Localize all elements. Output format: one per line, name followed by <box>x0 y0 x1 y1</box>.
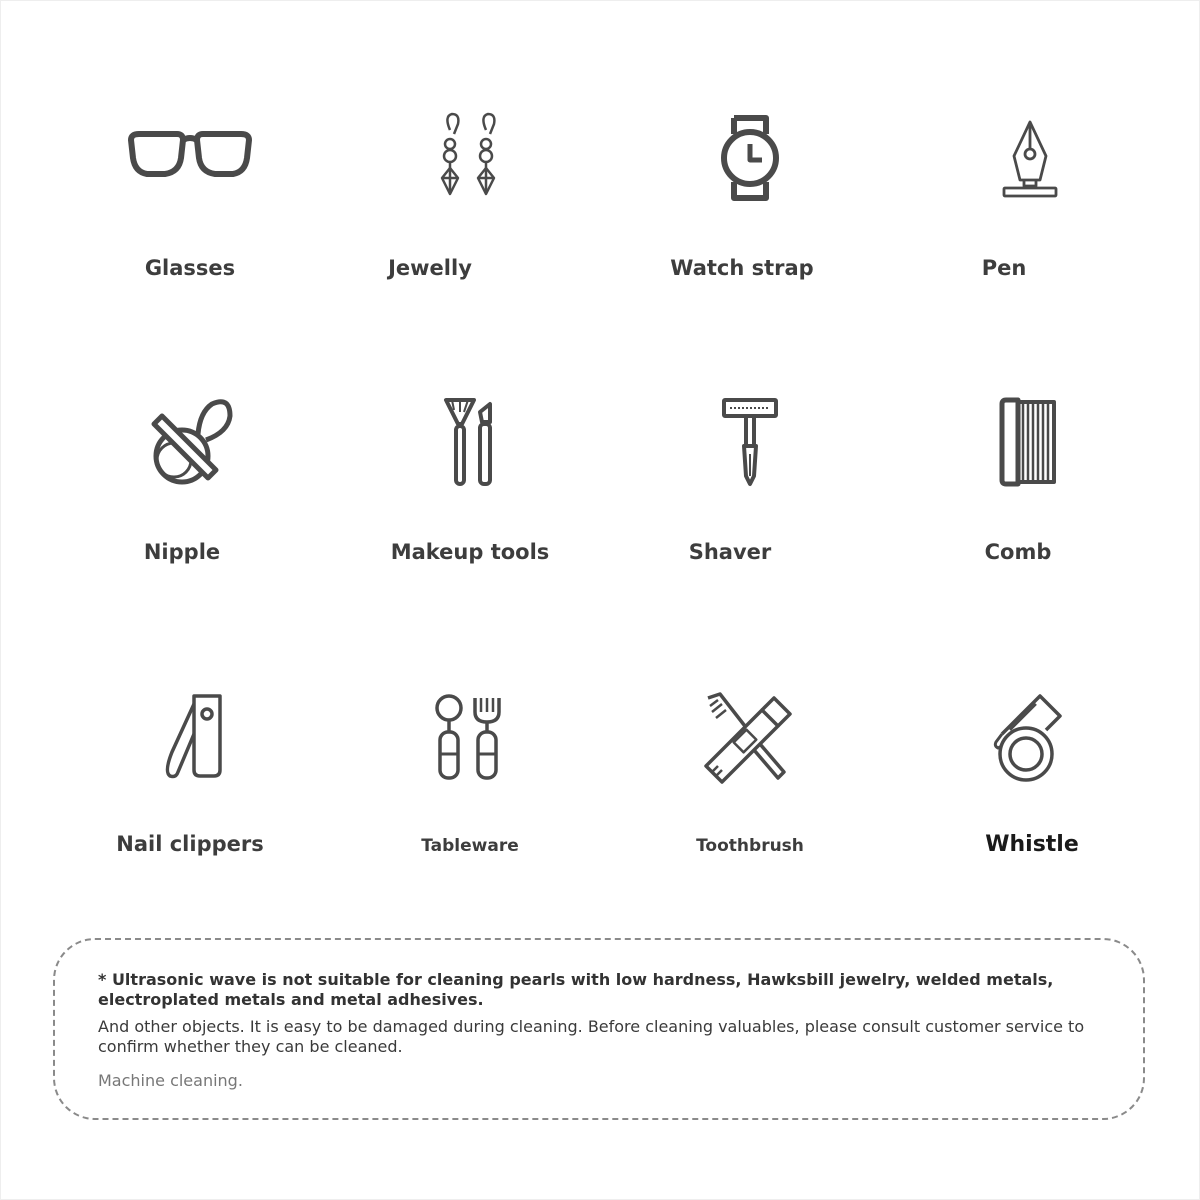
razor-icon <box>710 394 790 490</box>
whistle-icon <box>990 690 1070 786</box>
item-watch-strap <box>610 110 890 300</box>
item-jewelly <box>330 110 610 300</box>
item-label: Watch strap <box>670 256 814 280</box>
notice-footer-text: Machine cleaning. <box>98 1071 243 1090</box>
item-label: Comb <box>984 540 1052 564</box>
notice-detail-text: And other objects. It is easy to be damaged during cleaning. Before cleaning valuables, please consult customer service to confirm whether they can be cleaned. <box>98 1017 1085 1056</box>
item-tableware <box>330 690 610 880</box>
watch-icon <box>710 110 790 206</box>
makeup-brushes-icon <box>430 394 510 490</box>
item-label: Pen <box>981 256 1027 280</box>
item-label: Makeup tools <box>390 540 550 564</box>
cleaning-notice-box <box>53 938 1145 1120</box>
item-label: Nipple <box>143 540 221 564</box>
item-makeup-tools <box>330 394 610 584</box>
item-label: Jewelly <box>388 256 472 280</box>
item-toothbrush <box>610 690 890 880</box>
notice-warning-text: * Ultrasonic wave is not suitable for cleaning pearls with low hardness, Hawksbill jewelry, welded metals, electroplated metals and metal adhesives. <box>98 970 1054 1009</box>
glasses-icon <box>125 110 255 190</box>
spoon-fork-icon <box>425 690 515 786</box>
comb-icon <box>990 394 1070 490</box>
pacifier-icon <box>140 394 240 490</box>
toothbrush-toothpaste-icon <box>702 690 798 786</box>
item-label: Nail clippers <box>116 832 264 856</box>
item-label: Toothbrush <box>696 836 804 856</box>
item-nail-clippers <box>50 690 330 880</box>
item-label: Tableware <box>421 836 519 856</box>
fountain-pen-icon <box>990 110 1070 206</box>
item-pen <box>890 110 1170 300</box>
item-shaver <box>610 394 890 584</box>
nail-clippers-icon <box>150 690 230 786</box>
item-comb <box>890 394 1170 584</box>
item-nipple <box>50 394 330 584</box>
item-label: Whistle <box>985 832 1079 857</box>
item-label: Shaver <box>688 540 772 564</box>
item-glasses <box>50 110 330 300</box>
earrings-icon <box>430 110 510 206</box>
item-whistle <box>890 690 1170 880</box>
item-label: Glasses <box>144 256 236 280</box>
